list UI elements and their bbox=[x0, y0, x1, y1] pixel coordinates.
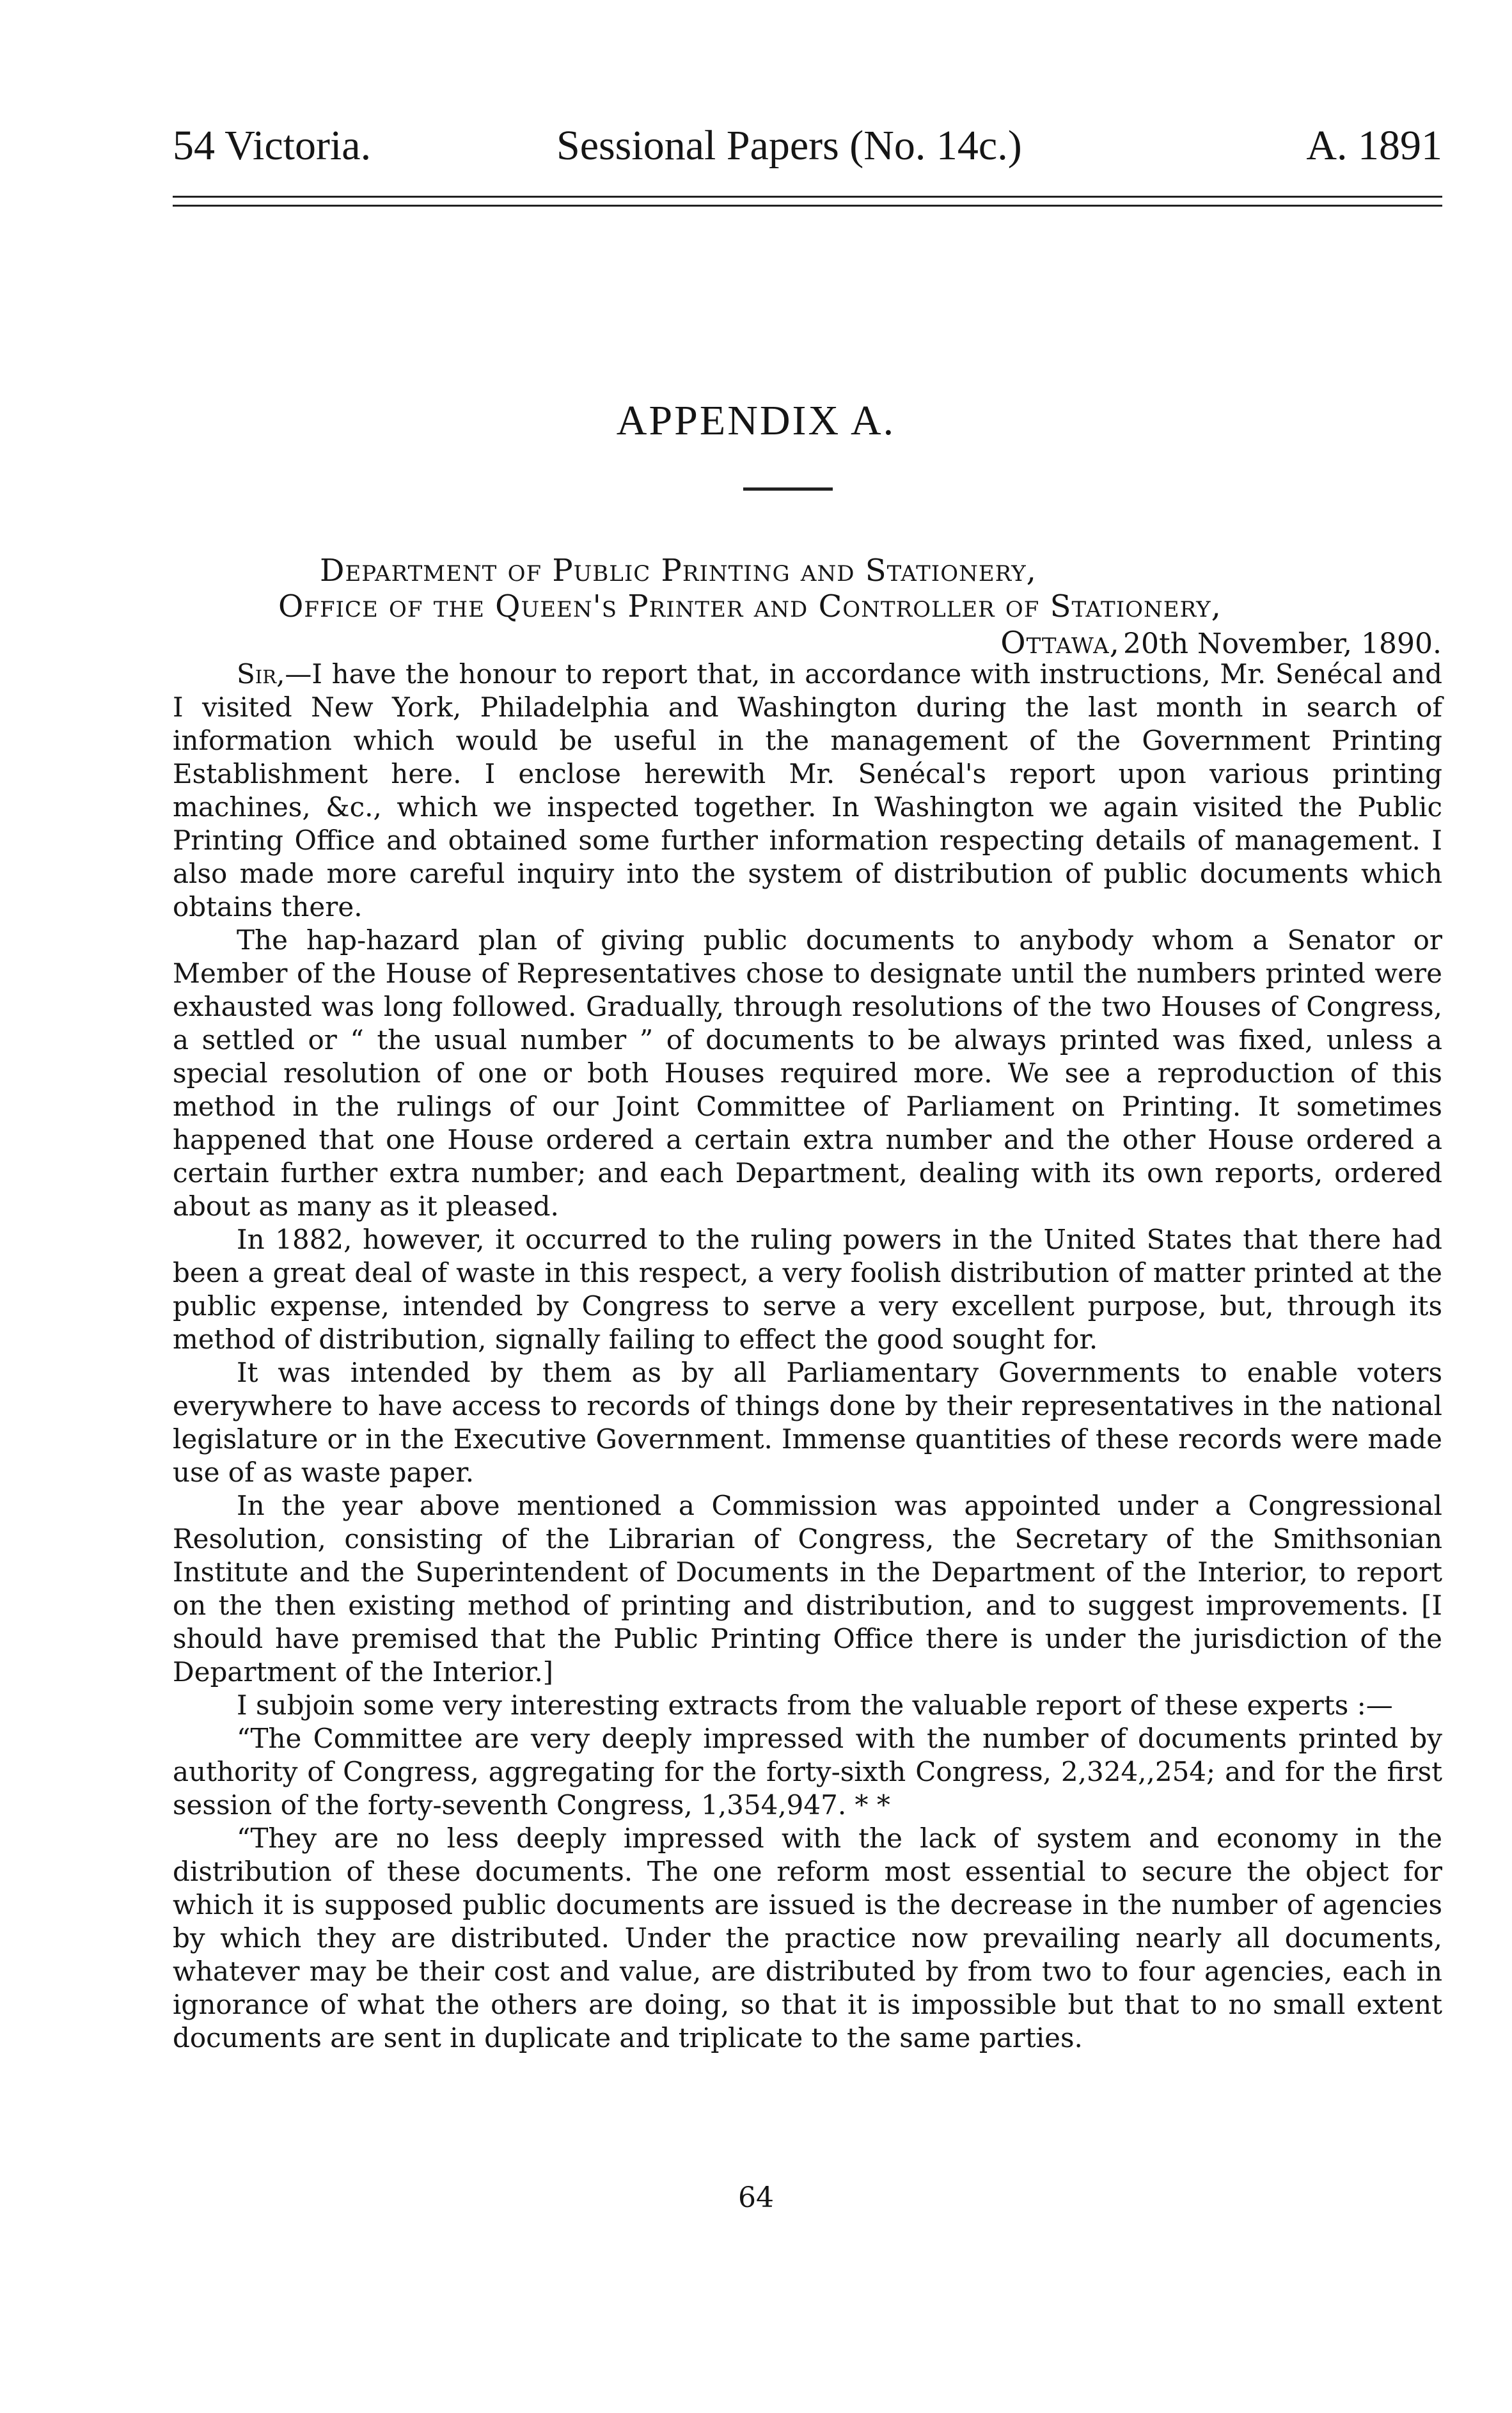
header-rule-bottom bbox=[173, 205, 1442, 207]
paragraph: I subjoin some very interesting extracts from the valuable report of these experts :— bbox=[237, 1689, 1393, 1721]
running-header bbox=[173, 120, 1442, 171]
quoted-paragraph: “They are no less deeply impressed with the lack of system and economy in the distribution of these documents. The one reform most essential to secure the object for which it is supposed public documents are issued is the decrease in the number of agencies by which they are distributed. Under the practice now prevailing nearly all documents, whatever may be their cost and value, are distributed by from two to four agencies, each in ignorance of what the others are doing, so that it is impossible but that to no small extent documents are sent in duplicate and triplicate to the same parties. bbox=[173, 1823, 1442, 2053]
paragraph: It was intended by them as by all Parliamentary Governments to enable voters everywhere to have access to records of things done by their representatives in the national legislature or in the Executive Government. Immense quantities of these records were made use of as waste paper. bbox=[173, 1357, 1442, 1488]
title-divider bbox=[743, 487, 833, 491]
letter-body bbox=[173, 658, 1442, 2055]
header-year: A. 1891 bbox=[1306, 122, 1442, 169]
letterhead-office: Office of the Queen's Printer and Controller of Stationery, bbox=[278, 589, 1222, 624]
letterhead-department: Department of Public Printing and Stationery, bbox=[320, 553, 1037, 589]
header-rule-top bbox=[173, 196, 1442, 198]
letterhead-place: Ottawa, bbox=[1000, 625, 1120, 661]
quoted-paragraph: “The Committee are very deeply impressed with the number of documents printed by authority of Congress, aggregating for the forty-sixth Congress, 2,324,,254; and for the first session of the forty-seventh Congress, 1,354,947. * * bbox=[173, 1723, 1442, 1821]
letterhead-date: 20th November, 1890. bbox=[1123, 628, 1442, 660]
page-title: APPENDIX A. bbox=[616, 397, 896, 444]
salutation: Sir, bbox=[237, 658, 285, 690]
header-publication: Sessional Papers (No. 14c.) bbox=[556, 122, 1022, 169]
letterhead-dateline bbox=[1000, 624, 1442, 662]
paragraph: Sir,—I have the honour to report that, in accordance with instructions, Mr. Senécal and I visited New York, Philadelphia and Washington during the last month in search of information which would be useful in the management of the Government Printing Establishment here. I enclose herewith Mr. Senécal's report upon various printing machines, &c., which we inspected together. In Washington we again visited the Public Printing Office and obtained some further information respecting details of management. I also made more careful inquiry into the system of distribution of public documents which obtains there. bbox=[173, 658, 1442, 922]
paragraph: In the year above mentioned a Commission was appointed under a Congressional Resolution, consisting of the Librarian of Congress, the Secretary of the Smithsonian Institute and the Superintendent of Documents in the Department of the Interior, to report on the then existing method of printing and distribution, and to suggest improvements. [I should have premised that the Public Printing Office there is under the jurisdiction of the Department of the Interior.] bbox=[173, 1490, 1442, 1688]
paragraph: In 1882, however, it occurred to the ruling powers in the United States that there had been a great deal of waste in this respect, a very foolish distribution of matter printed at the public expense, intended by Congress to serve a very excellent purpose, but, through its method of distribution, signally failing to effect the good sought for. bbox=[173, 1224, 1442, 1355]
page-number: 64 bbox=[738, 2181, 774, 2214]
paragraph: The hap-hazard plan of giving public documents to anybody whom a Senator or Member of the House of Representatives chose to designate until the numbers printed were exhausted was long followed. Gradually, through resolutions of the two Houses of Congress, a settled or “ the usual number ” of documents to be always printed was fixed, unless a special resolution of one or both Houses required more. We see a reproduction of this method in the rulings of our Joint Committee of Parliament on Printing. It sometimes happened that one House ordered a certain extra number and the other House ordered a certain further extra number; and each Department, dealing with its own reports, ordered about as many as it pleased. bbox=[173, 924, 1442, 1222]
header-session: 54 Victoria. bbox=[173, 122, 372, 169]
